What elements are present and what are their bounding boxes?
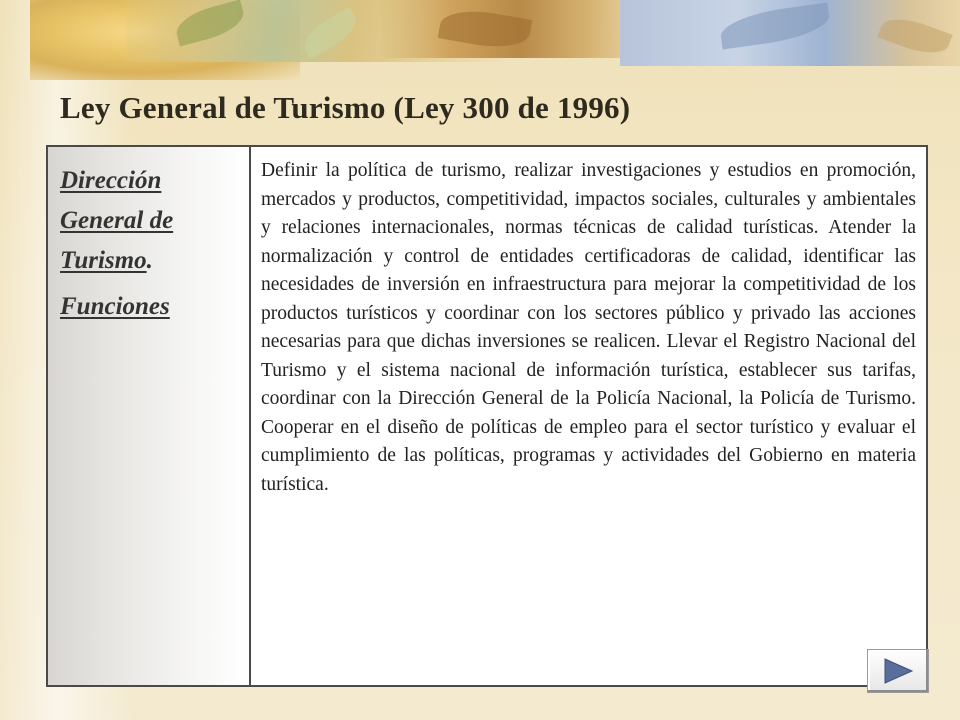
heading-line-2[interactable]: General de	[60, 207, 174, 234]
decorative-banner	[0, 0, 960, 82]
slide-title: Ley General de Turismo (Ley 300 de 1996)	[60, 90, 631, 125]
content-table	[46, 145, 928, 687]
functions-link[interactable]: Funciones	[60, 293, 170, 320]
section-heading-cell	[48, 147, 251, 685]
play-triangle-icon	[882, 658, 914, 684]
heading-line-3[interactable]: Turismo.	[60, 247, 153, 274]
functions-description: Definir la política de turismo, realizar investigaciones y estudios en promoción, mercados y productos, competitividad, impactos sociales, culturales y ambientales y relaciones internacionales, normas técnicas de calidad turísticas. Atender la normalización y control de entidades certificadoras de calidad, identificar las necesidades de inversión en infraestructura para mejorar la competitividad de los productos turísticos y coordinar con los sectores público y privado las acciones necesarias para que dichas inversiones se realicen. Llevar el Registro Nacional del Turismo y el sistema nacional de información turística, establecer sus tarifas, coordinar con la Dirección General de la Policía Nacional, la Policía de Turismo. Cooperar en el diseño de políticas de empleo para el sector turístico y evaluar el cumplimiento de las políticas, programas y actividades del Gobierno en materia turística.	[261, 160, 916, 495]
heading-line-1[interactable]: Dirección	[60, 167, 162, 194]
next-slide-button[interactable]	[867, 649, 929, 693]
